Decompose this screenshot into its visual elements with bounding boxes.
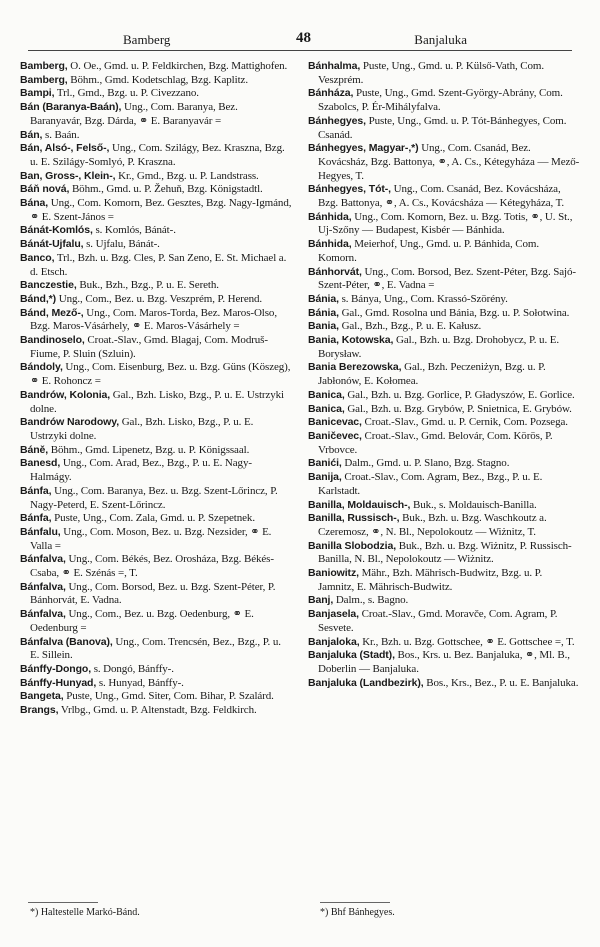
entry-details: Bos., Krs. u. Bez. Banjaluka, ⚭, Ml. B., Doberlin — Banjaluka. [318, 649, 570, 675]
entry-headword: Bania, [308, 320, 339, 333]
entry-headword: Banilla, Moldauisch-, [308, 498, 411, 511]
gazetteer-entry [308, 361, 580, 388]
entry-details: Dalm., Gmd. u. P. Slano, Bzg. Stagno. [344, 457, 510, 470]
entry-details: Gal., Bzh. u. Bzg. Gorlice, P. Gładyszów, E. Gorlice. [347, 388, 575, 401]
entry-details: Gal., Bzh. u. Bzg. Grybów, P. Snietnica, E. Grybów. [347, 402, 572, 415]
right-column [308, 60, 580, 690]
entry-details: Ung., Com. Baranya, Bez. u. Bzg. Szent-Lőrincz, P. Nagy-Peterd, E. Szent-Lőrincz. [30, 484, 278, 511]
entry-details: s. Hunyad, Bánffy-. [98, 676, 184, 689]
gazetteer-entry [20, 457, 292, 484]
gazetteer-entry [20, 553, 292, 580]
gazetteer-entry [308, 307, 580, 321]
entry-details: Böhm., Gmd. Lipenetz, Bzg. u. P. Königssaal. [50, 443, 250, 456]
entry-headword: Bánfalva (Banova), [20, 635, 113, 648]
entry-headword: Bánháza, [308, 87, 354, 100]
entry-headword: Bangeta, [20, 690, 64, 703]
entry-details: Ung., Com. Csanád, Bez. Kovácsháza, Bzg. Battonya, ⚭, A. Cs., Kovácsháza — Kétegyháza, T. [318, 183, 565, 210]
footnote-right: *) Bhf Bánhegyes. [320, 907, 395, 918]
gazetteer-entry [20, 183, 292, 197]
entry-details: Ung., Com. Békés, Bez. Orosháza, Bzg. Békés-Csaba, ⚭ E. Szénás =, T. [30, 553, 274, 580]
gazetteer-entry [308, 293, 580, 307]
entry-headword: Bánát-Ujfalu, [20, 238, 84, 251]
entry-headword: Banica, [308, 402, 345, 415]
entry-details: Ung., Com. Komorn, Bez. Gesztes, Bzg. Nagy-Igmánd, ⚭ E. Szent-János = [30, 197, 292, 223]
entry-details: Ung., Com. Arad, Bez., Bzg., P. u. E. Nagy-Halmágy. [30, 457, 252, 484]
entry-headword: Bánffy-Hunyad, [20, 676, 97, 689]
entry-details: Puste, Ung., Gmd. Siter, Com. Bihar, P. Szalárd. [66, 690, 274, 703]
gazetteer-entry [308, 238, 580, 265]
gazetteer-entry [20, 293, 292, 307]
gazetteer-entry [308, 211, 580, 238]
entry-headword: Bamberg, [20, 60, 68, 72]
gazetteer-entry [20, 444, 292, 458]
entry-details: Gal., Bzh. u. Bzg. Drohobycz, P. u. E. Borysław. [318, 334, 560, 360]
gazetteer-entry [308, 320, 580, 334]
entry-details: Ung., Com. Csanád, Bez. Kovácsház, Bzg. Battonya, ⚭, A. Cs., Kétegyháza — Mező-Hegyes, T. [318, 142, 580, 182]
entry-details: Vrlbg., Gmd. u. P. Altenstadt, Bzg. Feldkirch. [60, 704, 257, 717]
entry-headword: Banica, [308, 388, 345, 401]
gazetteer-entry [20, 704, 292, 718]
entry-headword: Banjasela, [308, 608, 359, 621]
entry-details: Croat.-Slav., Gmd. u. P. Cernik, Com. Pozsega. [364, 416, 568, 429]
footnote-rule-right [320, 902, 390, 903]
gazetteer-entry [20, 416, 292, 443]
gazetteer-entry [308, 567, 580, 594]
entry-headword: Banići, [308, 457, 342, 470]
entry-details: Gal., Bzh. Peczeniżyn, Bzg. u. P. Jabłonów, E. Kołomea. [318, 361, 546, 388]
gazetteer-entry [308, 87, 580, 114]
gazetteer-entry [20, 197, 292, 224]
gazetteer-entry [20, 252, 292, 279]
entry-details: Gal., Gmd. Rosolna und Bánia, Bzg. u. P. Sołotwina. [341, 306, 570, 319]
entry-details: Ung., Com. Szilágy, Bez. Kraszna, Bzg. u. E. Szilágy-Somlyó, P. Kraszna. [30, 142, 285, 168]
entry-headword: Bán, Alsó-, Felső-, [20, 142, 110, 155]
entry-headword: Bánhegyes, [308, 114, 366, 127]
entry-headword: Banczestie, [20, 279, 77, 292]
gazetteer-entry [20, 690, 292, 704]
entry-details: Böhm., Gmd. Kodetschlag, Bzg. Kaplitz. [70, 73, 248, 86]
entry-headword: Bánhorvát, [308, 265, 362, 278]
gazetteer-entry [20, 485, 292, 512]
entry-details: Croat.-Slav., Gmd. Moravče, Com. Agram, P. Sesvete. [318, 608, 558, 634]
entry-headword: Bánhegyes, Tót-, [308, 183, 391, 196]
entry-headword: Bamberg, [20, 73, 68, 86]
gazetteer-entry [308, 115, 580, 142]
entry-details: Croat.-Slav., Gmd. Blagaj, Com. Modruš-Fiume, P. Sluin (Szluin). [30, 334, 268, 360]
header-left-keyword: Bamberg [123, 32, 171, 47]
entry-headword: Bania, Kotowska, [308, 334, 394, 347]
entry-details: Meierhof, Ung., Gmd. u. P. Bánhida, Com. Komorn. [318, 238, 540, 264]
entry-details: Ung., Com., Bez. u. Bzg. Oedenburg, ⚭ E. Oedenburg = [30, 608, 254, 634]
gazetteer-entry [20, 279, 292, 293]
page-number: 48 [296, 30, 311, 46]
gazetteer-entry [308, 540, 580, 567]
entry-details: Kr., Bzh. u. Bzg. Gottschee, ⚭ E. Gottschee =, T. [362, 635, 575, 648]
entry-details: s. Bánya, Ung., Com. Krassó-Szörény. [341, 292, 508, 305]
entry-details: O. Oe., Gmd. u. P. Feldkirchen, Bzg. Mattighofen. [70, 60, 288, 72]
entry-details: Kr., Gmd., Bzg. u. P. Landstrass. [118, 169, 259, 182]
entry-headword: Bán, [20, 128, 43, 141]
entry-details: s. Baán. [45, 128, 80, 141]
entry-headword: Banilla Slobodzia, [308, 539, 397, 552]
entry-headword: Baničevec, [308, 429, 362, 442]
entry-details: Buk., s. Moldauisch-Banilla. [413, 498, 537, 511]
gazetteer-entry [20, 129, 292, 143]
entry-details: s. Dongó, Bánffy-. [93, 662, 174, 675]
entry-headword: Banjaloka, [308, 635, 360, 648]
entry-details: Gal., Bzh. Lisko, Bzg., P. u. E. Ustrzyki dolne. [30, 388, 285, 415]
entry-headword: Bánfalva, [20, 553, 66, 566]
entry-details: Puste, Ung., Gmd. u. P. Tót-Bánhegyes, Com. Csanád. [318, 114, 567, 141]
gazetteer-entry [20, 677, 292, 691]
page-header [18, 10, 582, 46]
gazetteer-entry [20, 60, 292, 74]
gazetteer-entry [308, 416, 580, 430]
entry-headword: Banesd, [20, 457, 61, 470]
entry-details: Buk., Bzh. u. Bzg. Wiżnitz, P. Russisch-Banilla, N. Bl., Nepolokoutz — Wiżnitz. [318, 539, 572, 566]
gazetteer-entry [308, 471, 580, 498]
entry-details: Bos., Krs., Bez., P. u. E. Banjaluka. [426, 676, 579, 689]
entry-details: Trl., Bzh. u. Bzg. Cles, P. San Zeno, E. St. Michael a. d. Etsch. [30, 251, 287, 278]
entry-details: Buk., Bzh. u. Bzg. Waschkoutz a. Czeremosz, ⚭, N. Bl., Nepolokoutz — Wiżnitz, T. [318, 512, 547, 538]
gazetteer-entry [308, 677, 580, 691]
entry-headword: Báně, [20, 443, 49, 456]
entry-headword: Bandrów Narodowy, [20, 416, 120, 429]
gazetteer-entry [308, 142, 580, 183]
gazetteer-entry [20, 307, 292, 334]
gazetteer-entry [20, 581, 292, 608]
gazetteer-entry [20, 238, 292, 252]
entry-headword: Banj, [308, 594, 334, 607]
left-column [20, 60, 292, 718]
gazetteer-entry [20, 361, 292, 388]
entry-details: Mähr., Bzh. Mährisch-Budwitz, Bzg. u. P. Jamnitz, E. Mährisch-Budwitz. [318, 567, 543, 593]
entry-headword: Bandrów, Kolonia, [20, 388, 111, 401]
entry-headword: Báň nová, [20, 183, 70, 196]
entry-details: s. Komlós, Bánát-. [95, 224, 176, 237]
gazetteer-entry [308, 430, 580, 457]
entry-details: s. Ujfalu, Bánát-. [86, 238, 160, 251]
entry-headword: Banilla, Russisch-, [308, 512, 400, 525]
entry-headword: Bánd, Mező-, [20, 306, 84, 319]
entry-headword: Bándoly, [20, 361, 63, 374]
entry-headword: Bánd,*) [20, 292, 57, 305]
entry-headword: Bánfa, [20, 484, 52, 497]
gazetteer-entry [20, 224, 292, 238]
gazetteer-entry [308, 594, 580, 608]
entry-details: Ung., Com. Baranya, Bez. Baranyavár, Bzg. Dárda, ⚭ E. Baranyavár = [30, 101, 238, 127]
gazetteer-entry [20, 663, 292, 677]
entry-details: Trl., Gmd., Bzg. u. P. Civezzano. [56, 87, 199, 100]
entry-details: Gal., Bzh., Bzg., P. u. E. Kałusz. [341, 320, 482, 333]
entry-headword: Bánfalva, [20, 608, 66, 621]
entry-details: Croat.-Slav., Com. Agram, Bez., Bzg., P. u. E. Karlstadt. [318, 471, 543, 497]
entry-headword: Bánhida, [308, 210, 352, 223]
header-right-keyword: Banjaluka [414, 32, 467, 47]
entry-headword: Bánhida, [308, 238, 352, 251]
gazetteer-entry [308, 457, 580, 471]
entry-headword: Bandinoselo, [20, 334, 85, 347]
entry-headword: Banco, [20, 251, 55, 264]
entry-details: Puste, Ung., Com. Zala, Gmd. u. P. Szepetnek. [54, 512, 255, 525]
entry-headword: Bánfa, [20, 512, 52, 525]
gazetteer-entry [20, 101, 292, 128]
gazetteer-entry [20, 74, 292, 88]
entry-details: Puste, Ung., Gmd. Szent-György-Abrány, Com. Szabolcs, P. Ér-Mihályfalva. [318, 87, 563, 114]
gazetteer-entry [20, 636, 292, 663]
entry-headword: Bánia, [308, 292, 339, 305]
entry-headword: Bánát-Komlós, [20, 224, 93, 237]
entry-details: Ung., Com. Borsod, Bez. u. Bzg. Szent-Péter, P. Bánhorvát, E. Vadna. [30, 580, 276, 607]
gazetteer-entry [308, 389, 580, 403]
gazetteer-entry [308, 649, 580, 676]
gazetteer-entry [308, 512, 580, 539]
header-rule [28, 50, 572, 51]
entry-headword: Bánhegyes, Magyar-,*) [308, 142, 419, 155]
gazetteer-entry [20, 170, 292, 184]
footnote-rule-left [28, 902, 98, 903]
entry-details: Ung., Com. Eisenburg, Bez. u. Bzg. Güns (Köszeg), ⚭ E. Rohoncz = [30, 361, 291, 388]
entry-headword: Banjaluka (Landbezirk), [308, 676, 424, 689]
entry-details: Böhm., Gmd. u. P. Žehuň, Bzg. Königstadtl. [71, 183, 263, 196]
entry-details: Ung., Com. Maros-Torda, Bez. Maros-Olso, Bzg. Maros-Vásárhely, ⚭ E. Maros-Vásárhely = [30, 306, 277, 333]
entry-headword: Bánffy-Dongo, [20, 662, 92, 675]
entry-details: Ung., Com. Moson, Bez. u. Bzg. Nezsider, ⚭ E. Valla = [30, 525, 272, 552]
gazetteer-entry [308, 636, 580, 650]
gazetteer-entry [20, 389, 292, 416]
footnote-left: *) Haltestelle Markó-Bánd. [30, 907, 140, 918]
entry-headword: Bampi, [20, 87, 55, 100]
entry-headword: Ban, Gross-, Klein-, [20, 169, 116, 182]
entry-details: Ung., Com. Trencsén, Bez., Bzg., P. u. E. Sillein. [30, 635, 281, 662]
entry-headword: Bán (Baranya-Baán), [20, 101, 122, 114]
entry-headword: Bánfalva, [20, 580, 66, 593]
entry-details: Ung., Com., Bez. u. Bzg. Veszprém, P. Herend. [58, 292, 263, 305]
entry-details: Buk., Bzh., Bzg., P. u. E. Sereth. [79, 279, 219, 292]
entry-headword: Brangs, [20, 704, 59, 717]
entry-details: Ung., Com. Borsod, Bez. Szent-Péter, Bzg. Sajó-Szent-Péter, ⚭, E. Vadna = [318, 265, 576, 292]
gazetteer-entry [308, 183, 580, 210]
entry-headword: Bania Berezowska, [308, 361, 402, 374]
entry-details: Gal., Bzh. Lisko, Bzg., P. u. E. Ustrzyki dolne. [30, 416, 254, 442]
gazetteer-entry [20, 334, 292, 361]
entry-headword: Bánia, [308, 306, 339, 319]
gazetteer-entry [20, 608, 292, 635]
gazetteer-entry [20, 142, 292, 169]
entry-headword: Banicevac, [308, 416, 362, 429]
entry-headword: Banija, [308, 471, 342, 484]
gazetteer-entry [308, 499, 580, 513]
gazetteer-entry [308, 334, 580, 361]
gazetteer-entry [308, 608, 580, 635]
entry-headword: Baniowitz, [308, 567, 359, 580]
entry-details: Dalm., s. Bagno. [335, 594, 409, 607]
entry-headword: Bánfalu, [20, 525, 61, 538]
entry-headword: Bánhalma, [308, 60, 361, 72]
entry-headword: Bána, [20, 197, 49, 210]
entry-details: Croat.-Slav., Gmd. Belovár, Com. Körös, P. Vrbovce. [318, 429, 553, 456]
gazetteer-entry [308, 60, 580, 87]
gazetteer-entry [308, 403, 580, 417]
gazetteer-entry [20, 526, 292, 553]
gazetteer-entry [308, 266, 580, 293]
entry-headword: Banjaluka (Stadt), [308, 649, 395, 662]
entry-details: Puste, Ung., Gmd. u. P. Külső-Vath, Com. Veszprém. [318, 60, 545, 86]
entry-details: Ung., Com. Komorn, Bez. u. Bzg. Totis, ⚭, U. St., Uj-Szőny — Budapest, Kisbér — Bánhida. [318, 210, 573, 237]
gazetteer-entry [20, 87, 292, 101]
gazetteer-entry [20, 512, 292, 526]
